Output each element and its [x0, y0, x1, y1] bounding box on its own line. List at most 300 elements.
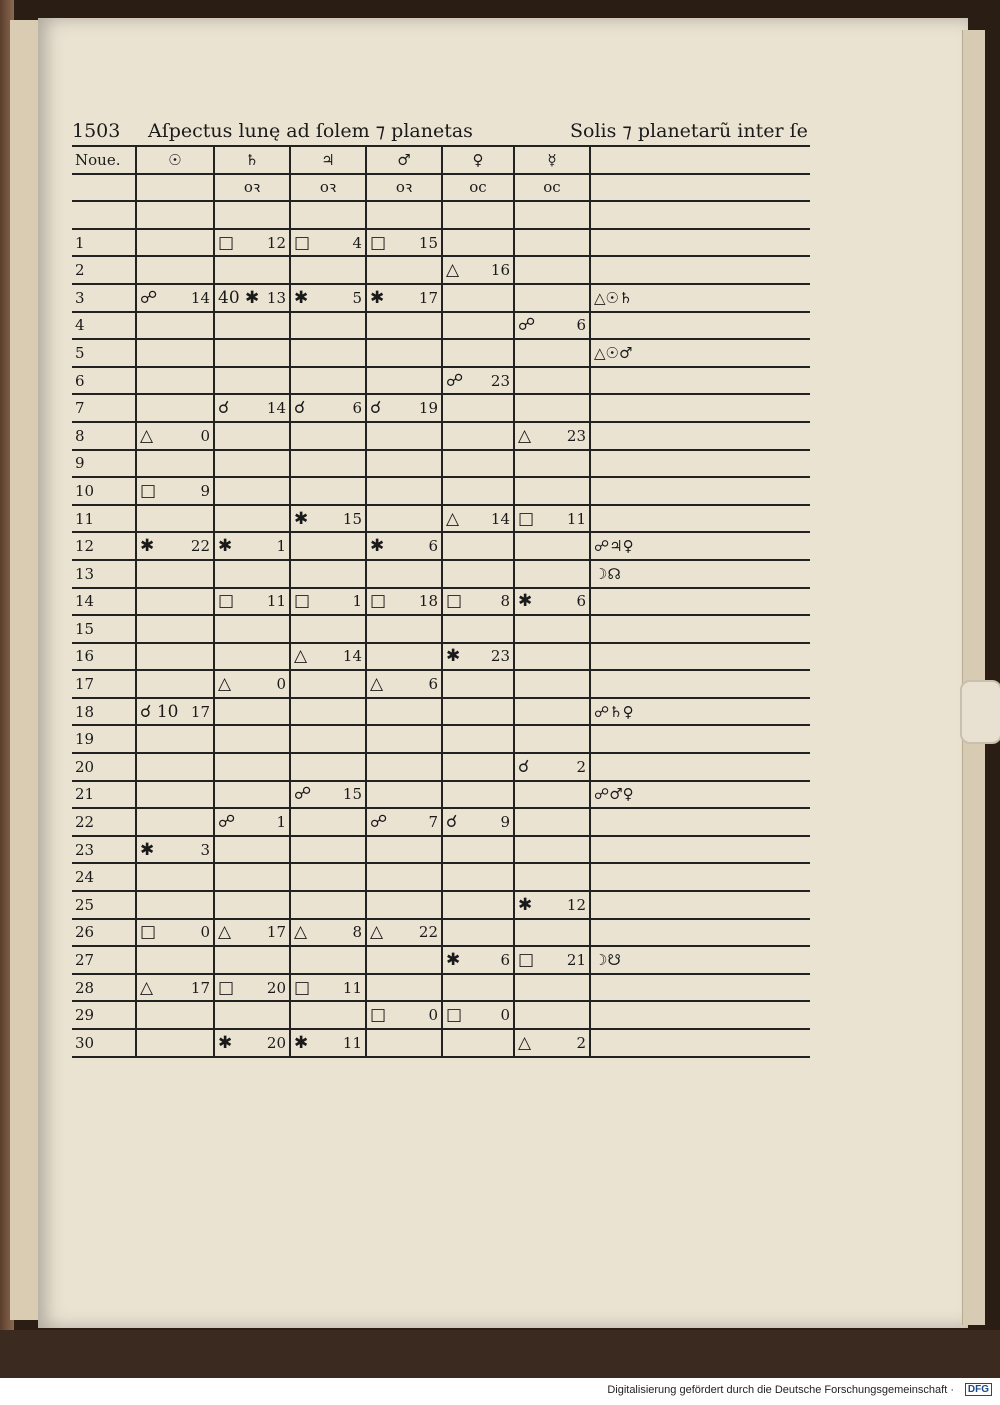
table-row — [72, 450, 810, 478]
aspect-hour: 20 — [266, 978, 286, 997]
aspect-cell — [290, 808, 366, 836]
aspect-cell — [366, 1001, 442, 1029]
day-number: 13 — [72, 560, 136, 588]
aspect-cell — [290, 891, 366, 919]
table-row — [72, 1001, 810, 1029]
aspect-cell — [136, 1029, 214, 1057]
table-row — [72, 643, 810, 671]
aspect-cell — [214, 1001, 290, 1029]
aspect-cell — [514, 229, 590, 257]
aspect-cell — [514, 256, 590, 284]
aspect-cell — [214, 1029, 290, 1057]
aspect-hour: 18 — [418, 592, 438, 611]
aspect-entry — [140, 288, 210, 308]
day-number: 27 — [72, 946, 136, 974]
aspect-hour: 1 — [276, 537, 286, 556]
day-number: 18 — [72, 698, 136, 726]
aspect-hour: 23 — [490, 647, 510, 666]
aspect-entry — [370, 922, 438, 942]
motion-label: oc — [514, 174, 590, 202]
aspect-cell — [136, 450, 214, 478]
aspect-cell — [214, 946, 290, 974]
aspect-cell — [290, 312, 366, 340]
aspect-cell — [290, 588, 366, 616]
aspect-cell — [136, 1001, 214, 1029]
aspect-symbol: ✱ — [294, 287, 309, 308]
aspect-hour: 13 — [266, 288, 286, 307]
aspect-cell — [214, 836, 290, 864]
aspect-cell — [442, 919, 514, 947]
table-header-row — [72, 146, 810, 174]
table-row — [72, 891, 810, 919]
aspect-cell — [442, 1029, 514, 1057]
day-number: 10 — [72, 477, 136, 505]
aspect-cell — [442, 588, 514, 616]
aspect-cell — [514, 643, 590, 671]
table-row — [72, 588, 810, 616]
aspect-cell — [514, 339, 590, 367]
aspect-entry — [518, 426, 586, 446]
aspect-cell — [290, 974, 366, 1002]
aspect-symbol: ☌ — [518, 756, 530, 777]
aspect-cell — [442, 836, 514, 864]
header-spacer — [590, 146, 810, 174]
planet-aspect — [590, 615, 810, 643]
aspect-cell — [290, 1029, 366, 1057]
aspect-hour: 17 — [418, 288, 438, 307]
day-number: 15 — [72, 615, 136, 643]
aspect-entry — [218, 536, 286, 556]
aspect-cell — [514, 891, 590, 919]
aspect-entry — [446, 646, 510, 666]
aspect-cell — [214, 560, 290, 588]
aspect-table — [72, 145, 810, 1058]
aspect-cell — [514, 974, 590, 1002]
aspect-cell — [136, 725, 214, 753]
aspect-cell — [366, 394, 442, 422]
aspect-symbol: □ — [370, 232, 387, 253]
aspect-cell — [366, 643, 442, 671]
aspect-hour: 0 — [200, 426, 210, 445]
aspect-cell — [136, 946, 214, 974]
table-row — [72, 1029, 810, 1057]
aspect-symbol: □ — [370, 591, 387, 612]
aspect-symbol: ✱ — [518, 591, 533, 612]
aspect-cell — [290, 781, 366, 809]
aspect-cell — [214, 532, 290, 560]
day-number: 3 — [72, 284, 136, 312]
day-number: 23 — [72, 836, 136, 864]
aspect-symbol: △ — [218, 674, 232, 695]
aspect-cell — [366, 312, 442, 340]
table-row — [72, 753, 810, 781]
aspect-cell — [290, 450, 366, 478]
aspect-cell — [290, 229, 366, 257]
aspect-cell — [514, 863, 590, 891]
aspect-cell — [290, 836, 366, 864]
aspect-cell — [290, 367, 366, 395]
table-row — [72, 312, 810, 340]
planet-aspect — [590, 256, 810, 284]
aspect-hour: 17 — [266, 923, 286, 942]
aspect-symbol: △ — [370, 674, 384, 695]
aspect-cell — [214, 781, 290, 809]
aspect-cell — [290, 946, 366, 974]
aspect-cell — [366, 284, 442, 312]
aspect-hour: 2 — [576, 1033, 586, 1052]
aspect-entry — [140, 481, 210, 501]
aspect-symbol: ☌ — [446, 812, 458, 833]
planet-aspect: ☽☋ — [590, 946, 810, 974]
page-year: 1503 — [72, 120, 121, 142]
table-row — [72, 974, 810, 1002]
day-number: 17 — [72, 670, 136, 698]
aspect-hour: 2 — [576, 757, 586, 776]
aspect-cell — [290, 698, 366, 726]
planet-aspect: ☍♂♀ — [590, 781, 810, 809]
aspect-entry — [218, 922, 286, 942]
aspect-cell — [366, 753, 442, 781]
aspect-symbol: ✱ — [140, 839, 155, 860]
aspect-entry — [446, 371, 510, 391]
aspect-cell — [514, 670, 590, 698]
aspect-symbol: □ — [446, 591, 463, 612]
aspect-cell — [136, 229, 214, 257]
aspect-hour: 22 — [190, 537, 210, 556]
planet-aspect — [590, 919, 810, 947]
day-number: 11 — [72, 505, 136, 533]
aspect-cell — [290, 505, 366, 533]
aspect-entry — [370, 288, 438, 308]
motion-label: oꝛ — [366, 174, 442, 202]
aspect-symbol: ✱ — [294, 1032, 309, 1053]
aspect-entry — [294, 233, 362, 253]
aspect-cell — [442, 1001, 514, 1029]
aspect-symbol: ☍ — [446, 370, 464, 391]
page-title-right: Solis ⁊ planetarũ inter ſe — [570, 120, 808, 142]
aspect-symbol: ☍ — [294, 784, 312, 805]
aspect-symbol: 40 ✱ — [218, 287, 260, 308]
aspect-cell — [366, 974, 442, 1002]
aspect-cell — [136, 312, 214, 340]
aspect-entry — [370, 674, 438, 694]
aspect-symbol: ✱ — [446, 646, 461, 667]
blank-cell — [366, 201, 442, 229]
aspect-cell — [442, 422, 514, 450]
aspect-entry — [518, 509, 586, 529]
aspect-symbol: △ — [518, 1032, 532, 1053]
day-number: 16 — [72, 643, 136, 671]
aspect-cell — [442, 256, 514, 284]
table-row — [72, 725, 810, 753]
aspect-cell — [442, 532, 514, 560]
aspect-entry — [218, 812, 286, 832]
aspect-hour: 15 — [342, 509, 362, 528]
aspect-hour: 12 — [266, 233, 286, 252]
aspect-hour: 22 — [418, 923, 438, 942]
aspect-hour: 11 — [566, 509, 586, 528]
day-number: 21 — [72, 781, 136, 809]
aspect-cell — [366, 477, 442, 505]
day-number: 1 — [72, 229, 136, 257]
aspect-cell — [136, 284, 214, 312]
aspect-cell — [366, 422, 442, 450]
aspect-cell — [290, 753, 366, 781]
aspect-cell — [514, 946, 590, 974]
aspect-entry — [518, 757, 586, 777]
aspect-symbol: ✱ — [140, 536, 155, 557]
aspect-cell — [290, 339, 366, 367]
planet-aspect: ☍♃♀ — [590, 532, 810, 560]
aspect-cell — [136, 643, 214, 671]
table-row — [72, 284, 810, 312]
aspect-cell — [514, 615, 590, 643]
planet-aspect — [590, 891, 810, 919]
day-number: 26 — [72, 919, 136, 947]
aspect-cell — [514, 753, 590, 781]
aspect-symbol: □ — [446, 1005, 463, 1026]
aspect-cell — [214, 229, 290, 257]
aspect-entry — [218, 1033, 286, 1053]
aspect-cell — [442, 670, 514, 698]
aspect-cell — [514, 698, 590, 726]
aspect-cell — [514, 560, 590, 588]
day-number: 8 — [72, 422, 136, 450]
aspect-cell — [214, 339, 290, 367]
aspect-entry — [294, 591, 362, 611]
month-label: Noue. — [72, 146, 136, 174]
aspect-symbol: ✱ — [446, 950, 461, 971]
aspect-entry — [370, 1005, 438, 1025]
aspect-symbol: □ — [294, 977, 311, 998]
motion-label: oc — [442, 174, 514, 202]
day-number: 9 — [72, 450, 136, 478]
aspect-entry — [218, 288, 286, 308]
aspect-symbol: □ — [218, 591, 235, 612]
aspect-hour: 0 — [428, 1006, 438, 1025]
aspect-cell — [442, 808, 514, 836]
aspect-hour: 15 — [418, 233, 438, 252]
aspect-symbol: △ — [140, 977, 154, 998]
blank-cell — [72, 201, 136, 229]
aspect-entry — [294, 1033, 362, 1053]
aspect-cell — [442, 725, 514, 753]
table-row — [72, 808, 810, 836]
aspect-cell — [366, 532, 442, 560]
day-number: 6 — [72, 367, 136, 395]
aspect-cell — [442, 863, 514, 891]
aspect-cell — [214, 863, 290, 891]
aspect-entry — [218, 591, 286, 611]
aspect-hour: 21 — [566, 951, 586, 970]
aspect-hour: 11 — [342, 1033, 362, 1052]
aspect-cell — [214, 808, 290, 836]
aspect-cell — [514, 1029, 590, 1057]
aspect-cell — [290, 725, 366, 753]
planet-aspect — [590, 394, 810, 422]
day-number: 29 — [72, 1001, 136, 1029]
aspect-cell — [214, 670, 290, 698]
table-row — [72, 367, 810, 395]
day-number: 7 — [72, 394, 136, 422]
aspect-cell — [214, 615, 290, 643]
aspect-hour: 23 — [490, 371, 510, 390]
aspect-cell — [514, 394, 590, 422]
aspect-cell — [214, 284, 290, 312]
aspect-entry — [370, 398, 438, 418]
table-row — [72, 919, 810, 947]
aspect-symbol: △ — [446, 508, 460, 529]
aspect-symbol: △ — [518, 425, 532, 446]
aspect-cell — [366, 560, 442, 588]
aspect-cell — [290, 477, 366, 505]
aspect-symbol: ☍ — [518, 315, 536, 336]
aspect-cell — [442, 946, 514, 974]
aspect-hour: 6 — [576, 316, 586, 335]
aspect-hour: 6 — [352, 399, 362, 418]
planet-aspect — [590, 643, 810, 671]
table-row — [72, 339, 810, 367]
aspect-cell — [514, 422, 590, 450]
aspect-cell — [442, 367, 514, 395]
aspect-cell — [514, 808, 590, 836]
planet-aspect — [590, 808, 810, 836]
aspect-cell — [290, 532, 366, 560]
aspect-cell — [442, 450, 514, 478]
aspect-entry — [446, 812, 510, 832]
aspect-symbol: ☌ — [218, 398, 230, 419]
table-row — [72, 256, 810, 284]
aspect-cell — [136, 836, 214, 864]
aspect-symbol: ☌ — [370, 398, 382, 419]
aspect-cell — [366, 725, 442, 753]
day-number: 5 — [72, 339, 136, 367]
aspect-cell — [136, 560, 214, 588]
aspect-cell — [136, 919, 214, 947]
aspect-cell — [514, 312, 590, 340]
aspect-hour: 0 — [276, 675, 286, 694]
aspect-symbol: □ — [294, 232, 311, 253]
aspect-cell — [442, 643, 514, 671]
aspect-cell — [514, 532, 590, 560]
page-edges — [962, 30, 985, 1325]
aspect-cell — [214, 698, 290, 726]
aspect-hour: 14 — [190, 288, 210, 307]
aspect-hour: 6 — [428, 537, 438, 556]
aspect-hour: 23 — [566, 426, 586, 445]
aspect-cell — [442, 560, 514, 588]
aspect-cell — [366, 367, 442, 395]
aspect-cell — [136, 394, 214, 422]
aspect-symbol: △ — [294, 646, 308, 667]
blank-cell — [214, 201, 290, 229]
planet-aspect: △☉♂ — [590, 339, 810, 367]
aspect-entry — [218, 398, 286, 418]
aspect-cell — [366, 946, 442, 974]
aspect-cell — [214, 725, 290, 753]
aspect-hour: 7 — [428, 813, 438, 832]
aspect-cell — [214, 477, 290, 505]
aspect-cell — [136, 256, 214, 284]
aspect-entry — [446, 260, 510, 280]
aspect-hour: 14 — [490, 509, 510, 528]
aspect-symbol: △ — [218, 922, 232, 943]
aspect-symbol: ☍ — [370, 812, 388, 833]
planet-aspect — [590, 670, 810, 698]
planet-aspect — [590, 588, 810, 616]
aspect-cell — [442, 394, 514, 422]
aspect-cell — [366, 1029, 442, 1057]
aspect-cell — [136, 808, 214, 836]
table-subheader-row — [72, 174, 810, 202]
aspect-cell — [442, 477, 514, 505]
aspect-cell — [290, 394, 366, 422]
aspect-entry — [370, 536, 438, 556]
day-number: 12 — [72, 532, 136, 560]
planet-aspect — [590, 505, 810, 533]
table-row — [72, 394, 810, 422]
aspect-cell — [214, 588, 290, 616]
aspect-hour: 4 — [352, 233, 362, 252]
day-number: 14 — [72, 588, 136, 616]
aspect-cell — [214, 643, 290, 671]
aspect-cell — [442, 615, 514, 643]
aspect-cell — [366, 781, 442, 809]
table-row — [72, 781, 810, 809]
aspect-entry — [370, 591, 438, 611]
aspect-entry — [518, 1033, 586, 1053]
aspect-cell — [290, 284, 366, 312]
aspect-cell — [514, 505, 590, 533]
aspect-cell — [136, 477, 214, 505]
planet-aspect — [590, 753, 810, 781]
aspect-hour: 14 — [266, 399, 286, 418]
aspect-cell — [366, 891, 442, 919]
aspect-entry — [218, 978, 286, 998]
aspect-hour: 14 — [342, 647, 362, 666]
motion-label: oꝛ — [214, 174, 290, 202]
aspect-symbol: ✱ — [370, 287, 385, 308]
aspect-cell — [366, 836, 442, 864]
aspect-entry — [294, 646, 362, 666]
aspect-cell — [514, 450, 590, 478]
table-row — [72, 422, 810, 450]
aspect-hour: 19 — [418, 399, 438, 418]
aspect-hour: 6 — [500, 951, 510, 970]
aspect-symbol: □ — [370, 1005, 387, 1026]
aspect-entry — [218, 233, 286, 253]
aspect-cell — [136, 891, 214, 919]
aspect-cell — [514, 781, 590, 809]
motion-label: oꝛ — [290, 174, 366, 202]
day-number: 24 — [72, 863, 136, 891]
aspect-cell — [214, 974, 290, 1002]
aspect-cell — [514, 725, 590, 753]
aspect-symbol: ✱ — [218, 536, 233, 557]
aspect-cell — [136, 698, 214, 726]
table-blank-row — [72, 201, 810, 229]
table-row — [72, 836, 810, 864]
aspect-hour: 20 — [266, 1033, 286, 1052]
day-number: 28 — [72, 974, 136, 1002]
aspect-symbol: △ — [370, 922, 384, 943]
planet-aspect — [590, 974, 810, 1002]
aspect-cell — [366, 505, 442, 533]
subheader-blank — [72, 174, 136, 202]
aspect-cell — [290, 560, 366, 588]
aspect-entry — [294, 784, 362, 804]
aspect-cell — [290, 256, 366, 284]
